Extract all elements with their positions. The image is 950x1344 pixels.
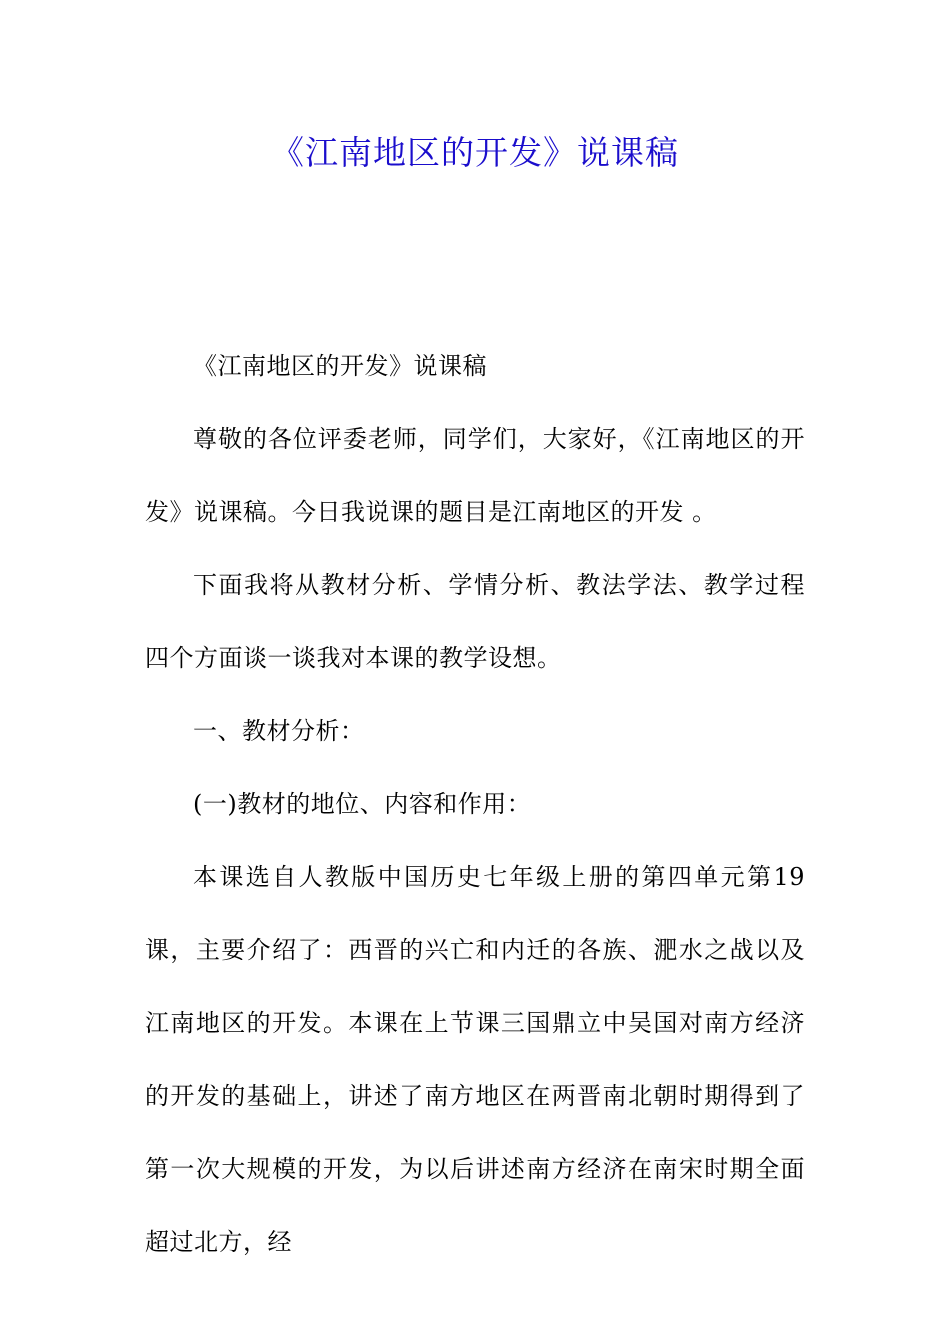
paragraph-greeting: 尊敬的各位评委老师，同学们，大家好，《江南地区的开发》说课稿。今日我说课的题目是江南地区的开发 。 <box>145 425 805 526</box>
document-body <box>145 330 805 1279</box>
section-heading-textbook-analysis: 一、教材分析： <box>193 717 365 745</box>
subsection-heading-textbook-role: (一)教材的地位、内容和作用： <box>193 790 532 818</box>
paragraph-outline: 下面我将从教材分析、学情分析、教法学法、教学过程四个方面谈一谈我对本课的教学设想。 <box>145 571 805 672</box>
document-title: 《江南地区的开发》说课稿 <box>271 133 679 172</box>
paragraph-subtitle: 《江南地区的开发》说课稿 <box>193 352 487 380</box>
paragraph-lesson-content: 本课选自人教版中国历史七年级上册的第四单元第19课，主要介绍了：西晋的兴亡和内迁的各族、淝水之战以及江南地区的开发。本课在上节课三国鼎立中吴国对南方经济的开发的基础上，讲述了南方地区在两晋南北朝时期得到了第一次大规模的开发，为以后讲述南方经济在南宋时期全面超过北方，经 <box>145 863 805 1256</box>
